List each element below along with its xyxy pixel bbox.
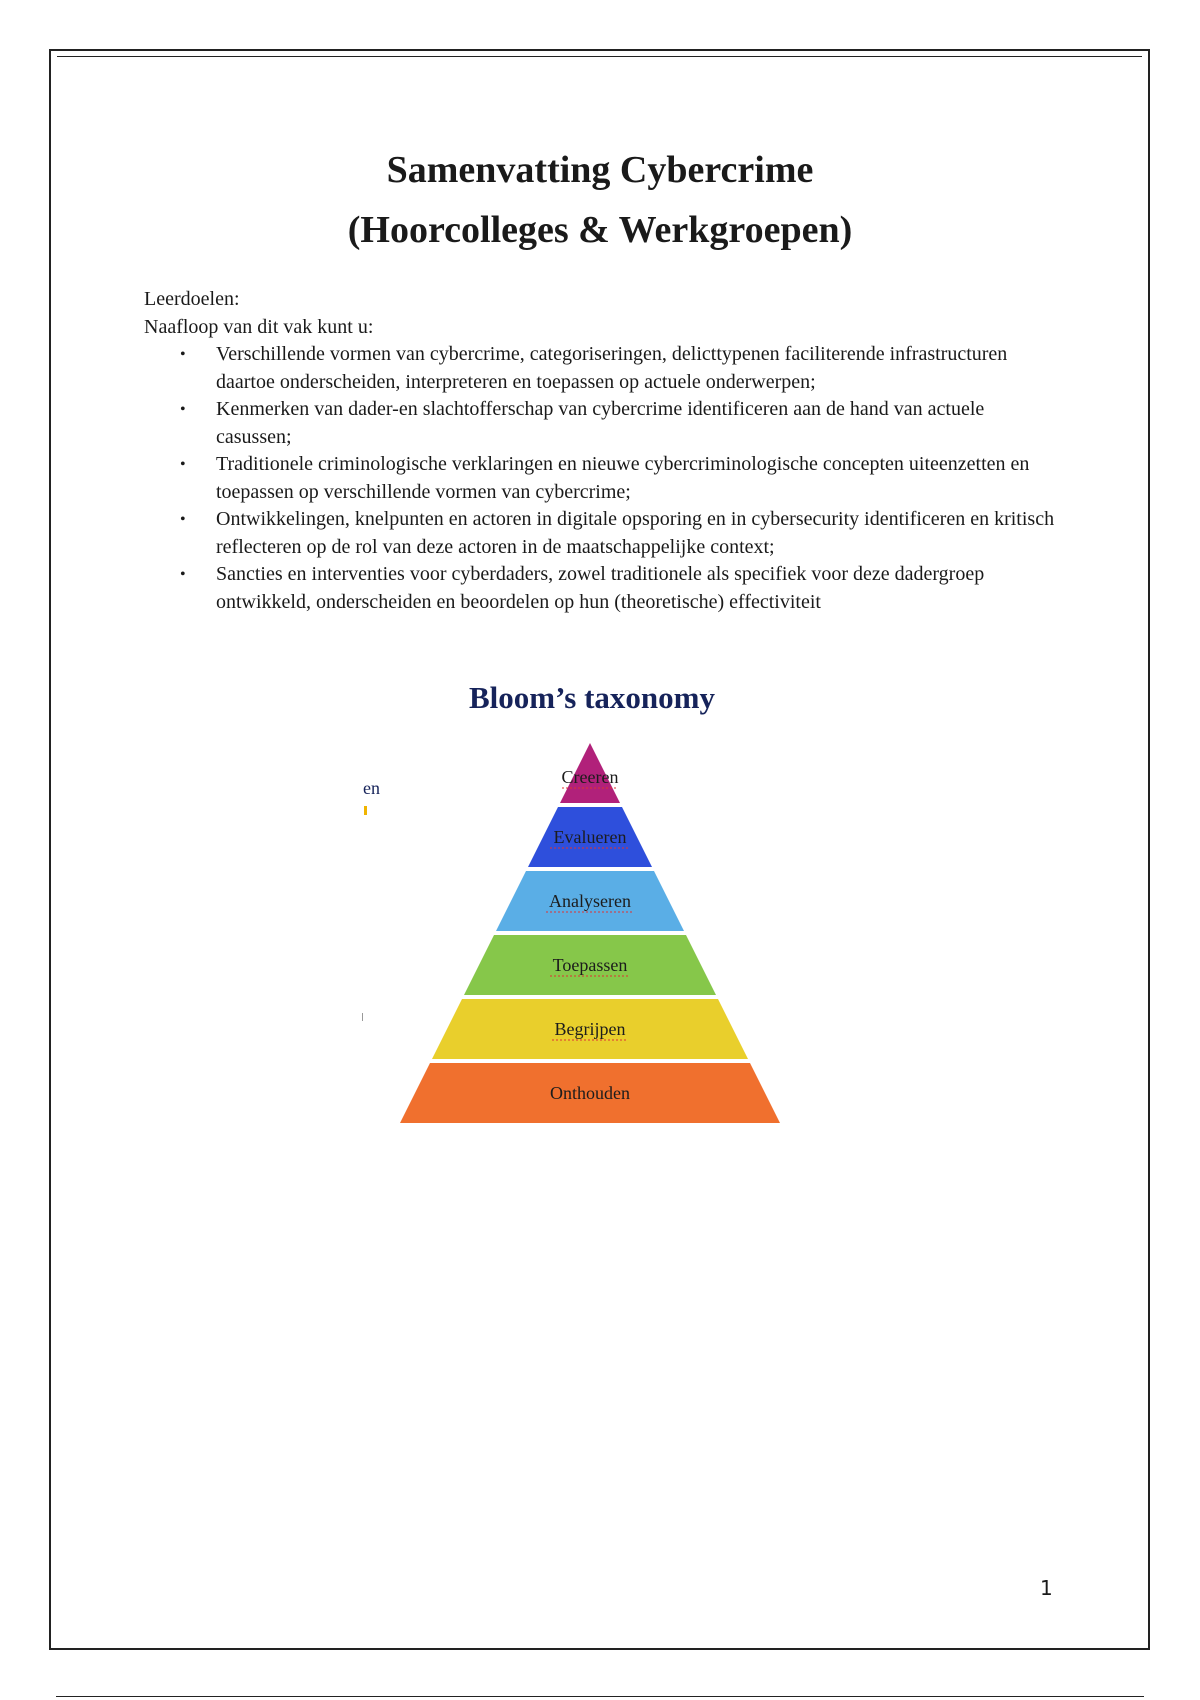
pyramid-label-analyseren: Analyseren [549, 891, 631, 911]
goal-text: Verschillende vormen van cybercrime, categoriseringen, delicttypenen faciliterende infrastructuren daartoe onderscheiden, interpreteren en toepassen op actuele onderwerpen; [216, 343, 1008, 393]
bullet-icon: • [180, 511, 186, 528]
list-item [144, 451, 1064, 506]
pyramid-label-evalueren: Evalueren [553, 827, 627, 847]
title-line-1: Samenvatting Cybercrime [386, 149, 814, 191]
learning-goals-list [144, 341, 1064, 616]
goal-text: Kenmerken van dader-en slachtofferschap van cybercrime identificeren aan de hand van actuele casussen; [216, 398, 985, 448]
intro-label: Leerdoelen: [144, 288, 240, 310]
intro-lead: Naafloop van dit vak kunt u: [144, 315, 374, 338]
pyramid-label-creeren: Creeren [561, 767, 619, 787]
goal-text: Traditionele criminologische verklaringen en nieuwe cybercriminologische concepten uiteenzetten en toepassen op verschillende vormen van cybercrime; [216, 453, 1030, 503]
title-line-2: (Hoorcolleges & Werkgroepen) [347, 209, 853, 251]
header-rule [57, 56, 1142, 57]
page-number: 1 [1040, 1576, 1053, 1600]
list-item [144, 341, 1064, 396]
footer-rule [56, 1696, 1144, 1697]
bullet-icon: • [180, 456, 186, 473]
goal-text: Ontwikkelingen, knelpunten en actoren in digitale opsporing en in cybersecurity identificeren en kritisch reflecteren op de rol van deze actoren in de maatschappelijke context; [216, 508, 1055, 558]
pyramid-label-toepassen: Toepassen [552, 955, 628, 975]
bullet-icon: • [180, 401, 186, 418]
list-item [144, 396, 1064, 451]
pyramid-label-onthouden: Onthouden [550, 1083, 630, 1103]
goal-text: Sancties en interventies voor cyberdaders, zowel traditionele als specifiek voor deze dadergroep ontwikkeld, onderscheiden en beoordelen op hun (theoretische) effectiviteit [216, 563, 985, 613]
list-item [144, 506, 1064, 561]
bullet-icon: • [180, 346, 186, 363]
document-title [0, 140, 1200, 260]
bullet-icon: • [180, 566, 186, 583]
list-item [144, 561, 1064, 616]
intro-block [144, 286, 373, 341]
bloom-pyramid [360, 735, 820, 1125]
cropped-text-fragment: en [363, 778, 380, 798]
bloom-taxonomy-title: Bloom’s taxonomy [469, 680, 715, 715]
pyramid-label-begrijpen: Begrijpen [554, 1019, 626, 1039]
